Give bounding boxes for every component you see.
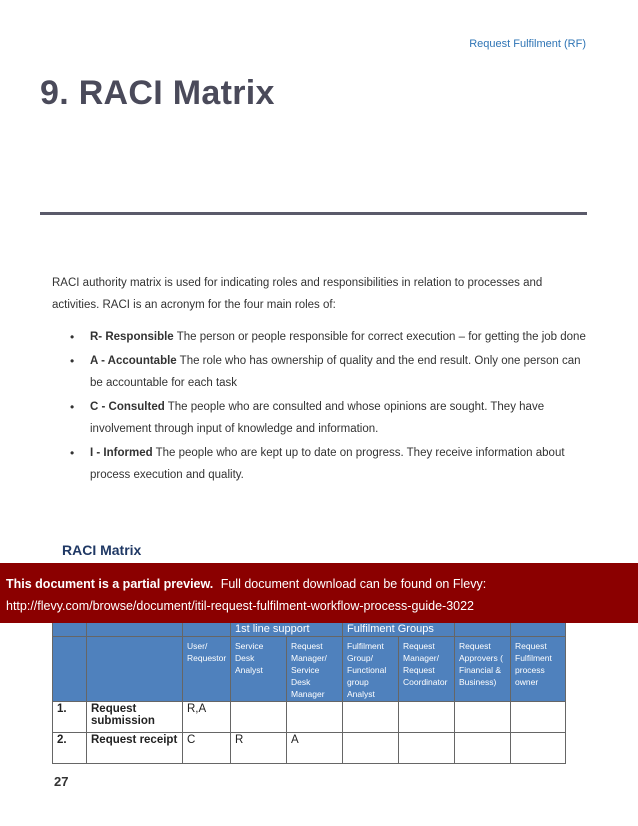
raci-cell (399, 702, 455, 733)
list-item (70, 326, 590, 348)
raci-cell (455, 733, 511, 764)
raci-cell (343, 702, 399, 733)
intro-paragraph: RACI authority matrix is used for indicating roles and responsibilities in relation to processes and activities. RACI is an acronym for the four main roles of: (52, 277, 543, 311)
role-header: Fulfilment Group/ Functional group Analyst (343, 637, 399, 702)
table-cell (53, 622, 87, 637)
banner-notice (6, 577, 486, 591)
raci-cell: R,A (183, 702, 231, 733)
table-cell (53, 637, 87, 702)
role-header: Request Manager/ Service Desk Manager (287, 637, 343, 702)
banner-text: Full document download can be found on Flevy: (220, 577, 487, 591)
page-number: 27 (54, 774, 69, 789)
list-item (70, 442, 590, 486)
table-group-header-row (53, 622, 566, 637)
preview-banner (0, 563, 638, 623)
role-header: Request Manager/ Request Coordinator (399, 637, 455, 702)
raci-cell: C (183, 733, 231, 764)
row-number: 2. (53, 733, 87, 764)
definition-text: The person or people responsible for correct execution – for getting the job done (173, 331, 586, 343)
flevy-link[interactable]: http://flevy.com/browse/document/itil-request-fulfilment-workflow-process-guide-3022 (6, 599, 475, 613)
table-row (53, 702, 566, 733)
term-consulted: C - Consulted (90, 401, 165, 413)
activity-name: Request submission (87, 702, 183, 733)
table-role-header-row (53, 637, 566, 702)
running-header: Request Fulfilment (RF) (469, 38, 586, 50)
raci-cell (511, 733, 566, 764)
raci-cell (455, 702, 511, 733)
group-header-fulfilment: Fulfilment Groups (343, 622, 455, 637)
page-title: 9. RACI Matrix (40, 74, 275, 112)
raci-cell: R (231, 733, 287, 764)
group-header-first-line: 1st line support (231, 622, 343, 637)
bullet-icon: • (70, 446, 75, 460)
raci-matrix-table (52, 621, 566, 764)
raci-cell (511, 702, 566, 733)
raci-cell (399, 733, 455, 764)
role-header: Request Approvers ( Financial & Business) (455, 637, 511, 702)
table-cell (87, 637, 183, 702)
raci-cell (231, 702, 287, 733)
bullet-icon: • (70, 330, 75, 344)
list-item (70, 350, 590, 394)
table-cell (183, 622, 231, 637)
term-accountable: A - Accountable (90, 355, 177, 367)
list-item (70, 396, 590, 440)
definition-text: The role who has ownership of quality and the end result. Only one person can be accountable for each task (90, 355, 581, 389)
definition-text: The people who are consulted and whose opinions are sought. They have involvement through input of knowledge and information. (90, 401, 545, 435)
bullet-icon: • (70, 400, 75, 414)
raci-cell: A (287, 733, 343, 764)
raci-cell (287, 702, 343, 733)
role-header: User/ Requestor (183, 637, 231, 702)
table-cell (87, 622, 183, 637)
raci-matrix-heading: RACI Matrix (62, 542, 142, 558)
row-number: 1. (53, 702, 87, 733)
activity-name: Request receipt (87, 733, 183, 764)
table-cell (455, 622, 511, 637)
table-row (53, 733, 566, 764)
term-informed: I - Informed (90, 447, 153, 459)
role-header: Request Fulfilment process owner (511, 637, 566, 702)
table-cell (511, 622, 566, 637)
raci-cell (343, 733, 399, 764)
role-header: Service Desk Analyst (231, 637, 287, 702)
banner-bold-text: This document is a partial preview. (6, 577, 214, 591)
term-responsible: R- Responsible (90, 331, 174, 343)
raci-definition-list (70, 326, 590, 488)
bullet-icon: • (70, 354, 75, 368)
title-divider (40, 212, 587, 215)
definition-text: The people who are kept up to date on progress. They receive information about process execution and quality. (90, 447, 565, 481)
